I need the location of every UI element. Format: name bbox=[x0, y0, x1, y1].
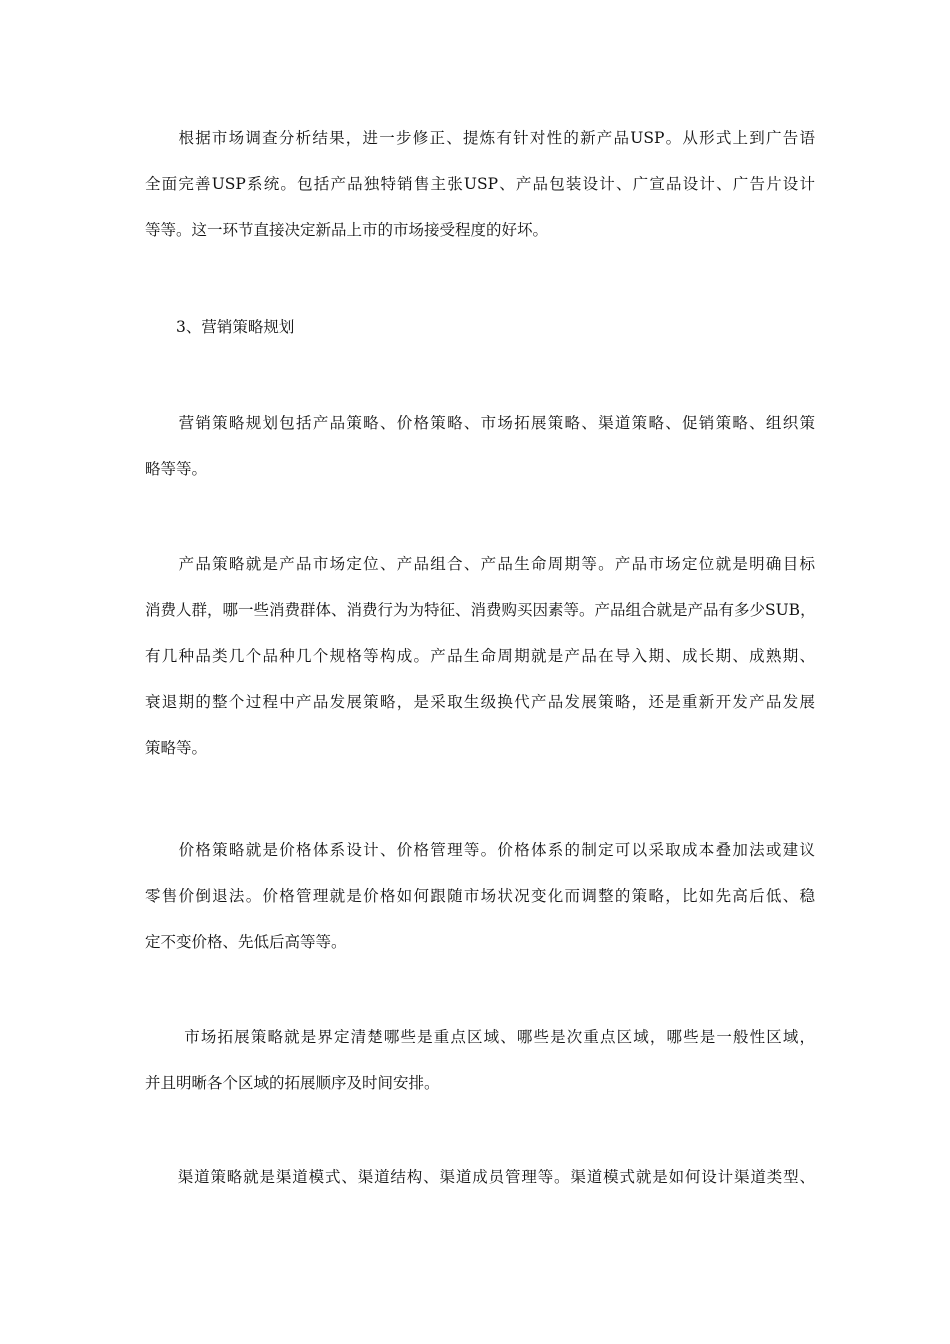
text-line: 策略等。 bbox=[145, 739, 208, 757]
text-line: 并且明晰各个区域的拓展顺序及时间安排。 bbox=[145, 1074, 440, 1092]
heading-line: 3、营销策略规划 bbox=[145, 318, 295, 336]
section-heading-marketing-strategy bbox=[145, 320, 815, 336]
text-line: 略等等。 bbox=[145, 460, 208, 478]
text-line: 零售价倒退法。价格管理就是价格如何跟随市场状况变化而调整的策略，比如先高后低、稳 bbox=[145, 887, 815, 905]
text-line: 价格策略就是价格体系设计、价格管理等。价格体系的制定可以采取成本叠加法或建议 bbox=[145, 841, 815, 859]
text-line: 渠道策略就是渠道模式、渠道结构、渠道成员管理等。渠道模式就是如何设计渠道类型、 bbox=[145, 1168, 815, 1186]
paragraph-strategy-overview bbox=[145, 416, 815, 478]
text-line: 衰退期的整个过程中产品发展策略，是采取生级换代产品发展策略，还是重新开发产品发展 bbox=[145, 693, 815, 711]
paragraph-market-expansion bbox=[145, 1030, 815, 1092]
text-line: 产品策略就是产品市场定位、产品组合、产品生命周期等。产品市场定位就是明确目标 bbox=[145, 555, 815, 573]
text-line: 全面完善USP系统。包括产品独特销售主张USP、产品包装设计、广宣品设计、广告片设计 bbox=[145, 175, 815, 193]
paragraph-price-strategy bbox=[145, 843, 815, 951]
paragraph-usp-refinement bbox=[145, 131, 815, 239]
text-line: 有几种品类几个品种几个规格等构成。产品生命周期就是产品在导入期、成长期、成熟期、 bbox=[145, 647, 815, 665]
text-line: 根据市场调查分析结果，进一步修正、提炼有针对性的新产品USP。从形式上到广告语 bbox=[145, 129, 815, 147]
text-line: 营销策略规划包括产品策略、价格策略、市场拓展策略、渠道策略、促销策略、组织策 bbox=[145, 414, 815, 432]
paragraph-channel-strategy bbox=[145, 1170, 815, 1186]
paragraph-product-strategy bbox=[145, 557, 815, 757]
text-line: 等等。这一环节直接决定新品上市的市场接受程度的好坏。 bbox=[145, 221, 549, 239]
text-line: 市场拓展策略就是界定清楚哪些是重点区域、哪些是次重点区域，哪些是一般性区域， bbox=[145, 1028, 815, 1046]
text-line: 消费人群，哪一些消费群体、消费行为为特征、消费购买因素等。产品组合就是产品有多少SUB， bbox=[145, 601, 816, 619]
text-line: 定不变价格、先低后高等等。 bbox=[145, 933, 347, 951]
